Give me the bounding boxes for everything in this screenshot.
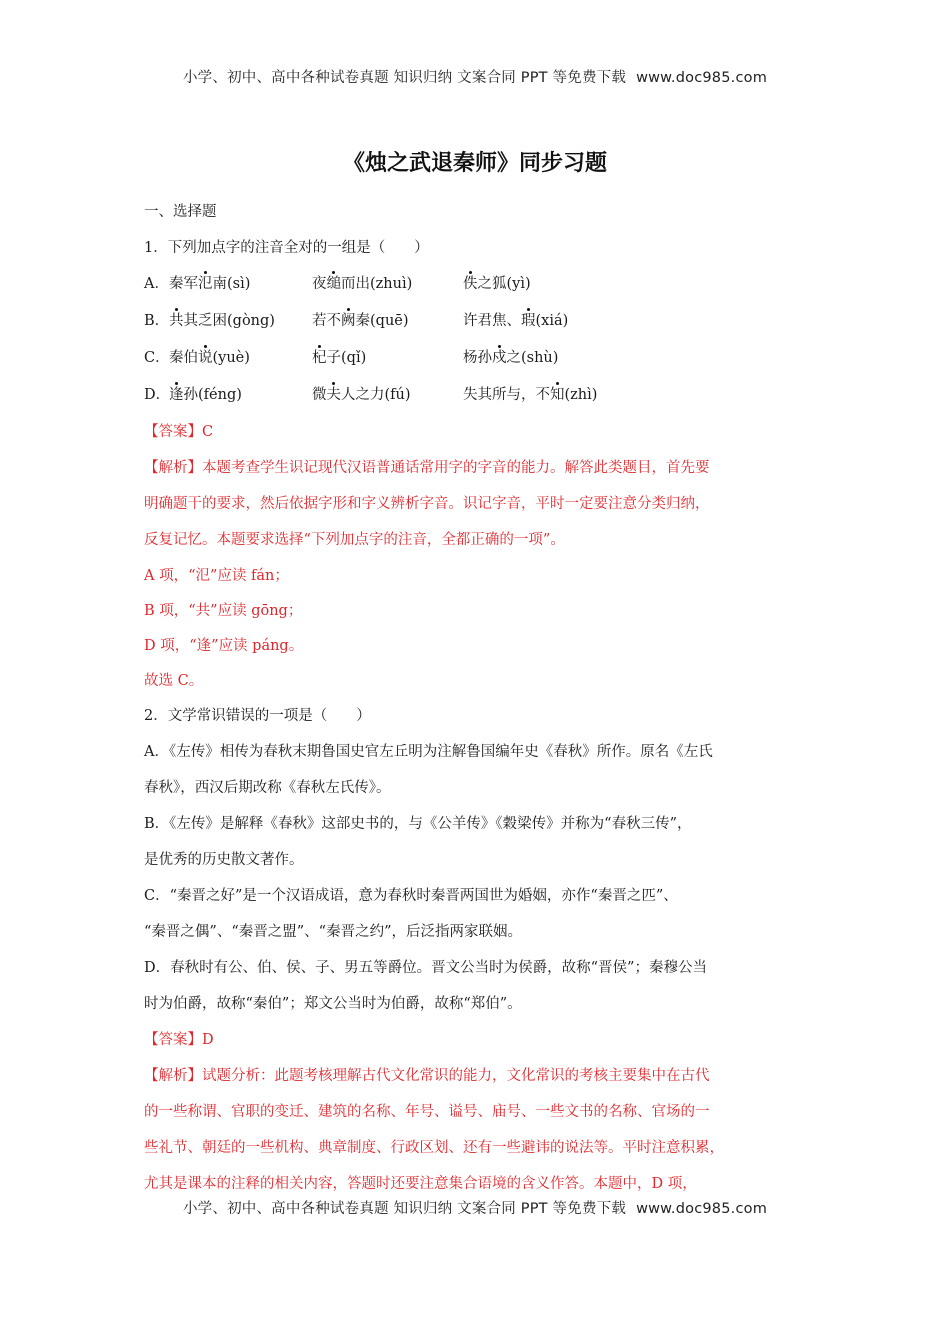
emphasis-dot-char: 阙 [341, 309, 356, 333]
emphasis-dot-char: 氾 [198, 272, 213, 296]
question-2-option-b-line-1: B．《左传》是解释《春秋》这部史书的，与《公羊传》《穀梁传》并称为“春秋三传”， [144, 816, 692, 832]
emphasis-dot-char: 说 [198, 346, 213, 370]
question-2-option-c-line-1: C．“秦晋之好”是一个汉语成语，意为春秋时秦晋两国世为婚姻，亦作“秦晋之匹”、 [144, 888, 678, 904]
question-1-answer [144, 420, 814, 456]
question-1-option-a [144, 272, 814, 309]
item-text: 而出(zhuì) [341, 276, 413, 292]
question-2-answer [144, 1028, 814, 1064]
option-item [312, 346, 463, 383]
analysis-tag: 【解析】 [144, 460, 202, 476]
option-item [169, 272, 312, 309]
option-item [312, 383, 463, 420]
footer-banner-url[interactable]: www.doc985.com [636, 1201, 768, 1217]
question-2-analysis-line-3: 些礼节、朝廷的一些机构、典章制度、行政区划、还有一些避讳的说法等。平时注意积累， [144, 1140, 724, 1156]
question-1-analysis-line-3: 反复记忆。本题要求选择“下列加点字的注音，全都正确的一项”。 [144, 532, 565, 548]
emphasis-dot-char: 佚 [463, 272, 478, 296]
item-text: 秦(quē) [355, 313, 409, 329]
question-2-stem: 2．文学常识错误的一项是（ ） [144, 708, 371, 724]
question-2-analysis-line-4: 尤其是课本的注释的相关内容，答题时还要注意集合语境的含义作答。本题中，D 项， [144, 1176, 697, 1192]
emphasis-dot-char: 瑕 [521, 309, 536, 333]
item-text: 若不 [312, 313, 341, 329]
emphasis-dot-char: 夫 [327, 383, 342, 407]
emphasis-dot-char: 缒 [327, 272, 342, 296]
analysis-tag: 【解析】 [144, 1068, 202, 1084]
item-text: (xiá) [535, 313, 569, 329]
item-text: 许君焦、 [463, 313, 521, 329]
item-text: 其乏困(gòng) [183, 313, 275, 329]
item-text: 秦伯 [169, 350, 198, 366]
emphasis-dot-char: 戍 [492, 346, 507, 370]
option-item [169, 383, 312, 420]
header-banner-url[interactable]: www.doc985.com [636, 70, 768, 86]
question-1-option-c [144, 346, 814, 383]
emphasis-dot-char: 共 [169, 309, 184, 333]
option-item [169, 309, 312, 346]
question-2-option-a-line-1: A．《左传》相传为春秋末期鲁国史官左丘明为注解鲁国编年史《春秋》所作。原名《左氏 [144, 744, 713, 760]
question-1-point-b: B 项，“共”应读 gōng； [144, 603, 303, 619]
header-banner [0, 66, 950, 87]
question-2-analysis-line-2: 的一些称谓、官职的变迁、建筑的名称、年号、谥号、庙号、一些文书的名称、官场的一 [144, 1104, 710, 1120]
answer-tag: 【答案】 [144, 1032, 202, 1048]
question-1-point-d: D 项，“逢”应读 páng。 [144, 638, 304, 654]
option-item [463, 309, 663, 346]
item-text: (yuè) [212, 350, 250, 366]
question-2-option-a-line-2: 春秋》，西汉后期改称《春秋左氏传》。 [144, 780, 391, 796]
question-2-option-b-line-2: 是优秀的历史散文著作。 [144, 852, 304, 868]
question-1-option-b [144, 309, 814, 346]
option-item [463, 346, 663, 383]
item-text: 之狐(yì) [477, 276, 531, 292]
item-text: 秦军 [169, 276, 198, 292]
header-banner-text: 小学、初中、高中各种试卷真题 知识归纳 文案合同 PPT 等免费下载 [182, 70, 627, 86]
question-1-conclusion: 故选 C。 [144, 673, 204, 689]
analysis-text: 试题分析：此题考核理解古代文化常识的能力，文化常识的考核主要集中在古代 [202, 1068, 710, 1084]
page-title: 《烛之武退秦师》同步习题 [342, 151, 607, 176]
item-text: 南(sì) [212, 276, 251, 292]
question-1-analysis-line-1 [144, 456, 814, 492]
option-item [312, 272, 463, 309]
footer-banner [0, 1197, 950, 1218]
answer-tag: 【答案】 [144, 424, 202, 440]
document-body [144, 200, 814, 1208]
item-text: 夜 [312, 276, 327, 292]
item-text: 之(shù) [506, 350, 559, 366]
item-text: 子(qǐ) [326, 350, 367, 366]
footer-banner-text: 小学、初中、高中各种试卷真题 知识归纳 文案合同 PPT 等免费下载 [182, 1201, 627, 1217]
item-text: (zhì) [564, 387, 598, 403]
question-2-option-c-line-2: “秦晋之偶”、“秦晋之盟”、“秦晋之约”，后泛指两家联姻。 [144, 924, 522, 940]
option-label: B． [144, 313, 170, 329]
answer-value: D [202, 1032, 214, 1048]
question-1-stem: 1．下列加点字的注音全对的一组是（ ） [144, 240, 429, 256]
item-text: 失其所与，不 [463, 387, 550, 403]
option-label: D． [144, 387, 171, 403]
option-item [312, 309, 463, 346]
question-2-analysis-line-1 [144, 1064, 814, 1100]
emphasis-dot-char: 杞 [312, 346, 327, 370]
question-1-option-d [144, 383, 814, 420]
item-text: 人之力(fú) [341, 387, 411, 403]
analysis-text: 本题考查学生识记现代汉语普通话常用字的字音的能力。解答此类题目，首先要 [202, 460, 710, 476]
question-2-option-d-line-2: 时为伯爵，故称“秦伯”；郑文公当时为伯爵，故称“郑伯”。 [144, 996, 522, 1012]
option-item [169, 346, 312, 383]
question-1-analysis-line-2: 明确题干的要求，然后依据字形和字义辨析字音。识记字音，平时一定要注意分类归纳， [144, 496, 710, 512]
answer-value: C [202, 424, 214, 440]
option-label: A． [144, 276, 169, 292]
question-2-option-d-line-1: D．春秋时有公、伯、侯、子、男五等爵位。晋文公当时为侯爵，故称“晋侯”；秦穆公当 [144, 960, 707, 976]
section-heading: 一、选择题 [144, 204, 217, 220]
option-label: C． [144, 350, 170, 366]
option-item [463, 272, 663, 309]
emphasis-dot-char: 知 [550, 383, 565, 407]
item-text: 微 [312, 387, 327, 403]
option-item [463, 383, 663, 420]
item-text: 杨孙 [463, 350, 492, 366]
item-text: 孙(féng) [183, 387, 242, 403]
emphasis-dot-char: 逢 [169, 383, 184, 407]
question-1-point-a: A 项，“氾”应读 fán； [144, 568, 289, 584]
